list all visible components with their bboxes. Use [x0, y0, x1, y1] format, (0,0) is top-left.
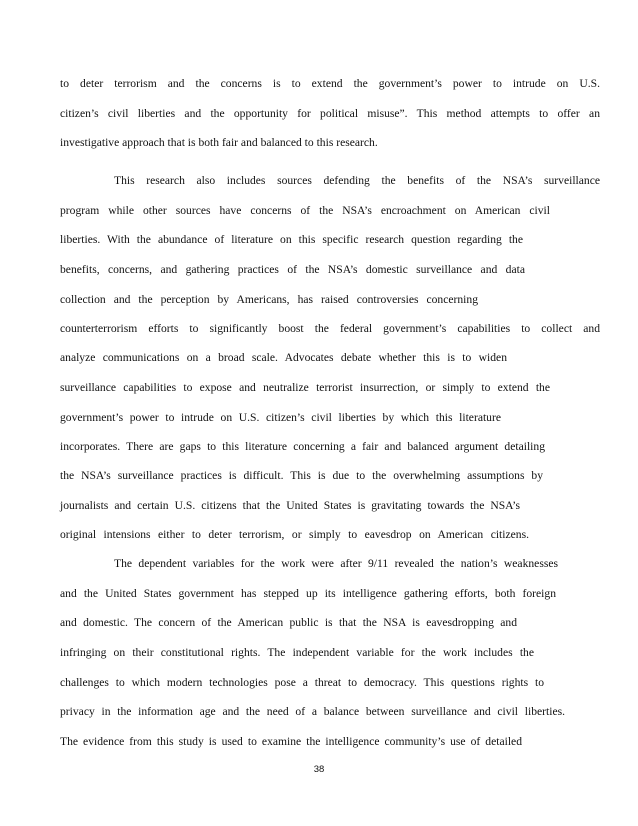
text-line: benefits, concerns, and gathering practices of the NSA’s domestic surveillance and data [60, 263, 525, 276]
text-line: liberties. With the abundance of literature on this specific research question regarding the [60, 233, 523, 246]
text-line: the NSA’s surveillance practices is difficult. This is due to the overwhelming assumptions by [60, 469, 543, 482]
text-line: government’s power to intrude on U.S. citizen’s civil liberties by which this literature [60, 411, 501, 424]
text-line: original intensions either to deter terrorism, or simply to eavesdrop on American citizens. [60, 528, 529, 541]
text-line: investigative approach that is both fair and balanced to this research. [60, 136, 378, 149]
text-line: and domestic. The concern of the American public is that the NSA is eavesdropping and [60, 616, 517, 629]
text-line: This research also includes sources defending the benefits of the NSA’s surveillance [114, 174, 600, 187]
text-line: collection and the perception by Americans, has raised controversies concerning [60, 293, 478, 306]
text-line: incorporates. There are gaps to this literature concerning a fair and balanced argument detailing [60, 440, 545, 453]
text-line: challenges to which modern technologies pose a threat to democracy. This questions rights to [60, 676, 544, 689]
text-line: citizen’s civil liberties and the opportunity for political misuse”. This method attempts to offer an [60, 107, 600, 120]
text-line: and the United States government has stepped up its intelligence gathering efforts, both foreign [60, 587, 556, 600]
text-line: analyze communications on a broad scale. Advocates debate whether this is to widen [60, 351, 507, 364]
text-line: program while other sources have concerns of the NSA’s encroachment on American civil [60, 204, 550, 217]
text-line: counterterrorism efforts to significantly boost the federal government’s capabilities to collect and [60, 322, 600, 335]
text-line: journalists and certain U.S. citizens that the United States is gravitating towards the NSA’s [60, 499, 520, 512]
text-line: infringing on their constitutional rights. The independent variable for the work includes the [60, 646, 534, 659]
text-line: to deter terrorism and the concerns is to extend the government’s power to intrude on U.S. [60, 77, 600, 90]
page-number: 38 [313, 764, 325, 775]
text-line: The dependent variables for the work were after 9/11 revealed the nation’s weaknesses [114, 557, 558, 570]
text-line: The evidence from this study is used to examine the intelligence community’s use of detailed [60, 735, 522, 748]
text-line: surveillance capabilities to expose and neutralize terrorist insurrection, or simply to extend the [60, 381, 550, 394]
text-line: privacy in the information age and the need of a balance between surveillance and civil liberties. [60, 705, 565, 718]
